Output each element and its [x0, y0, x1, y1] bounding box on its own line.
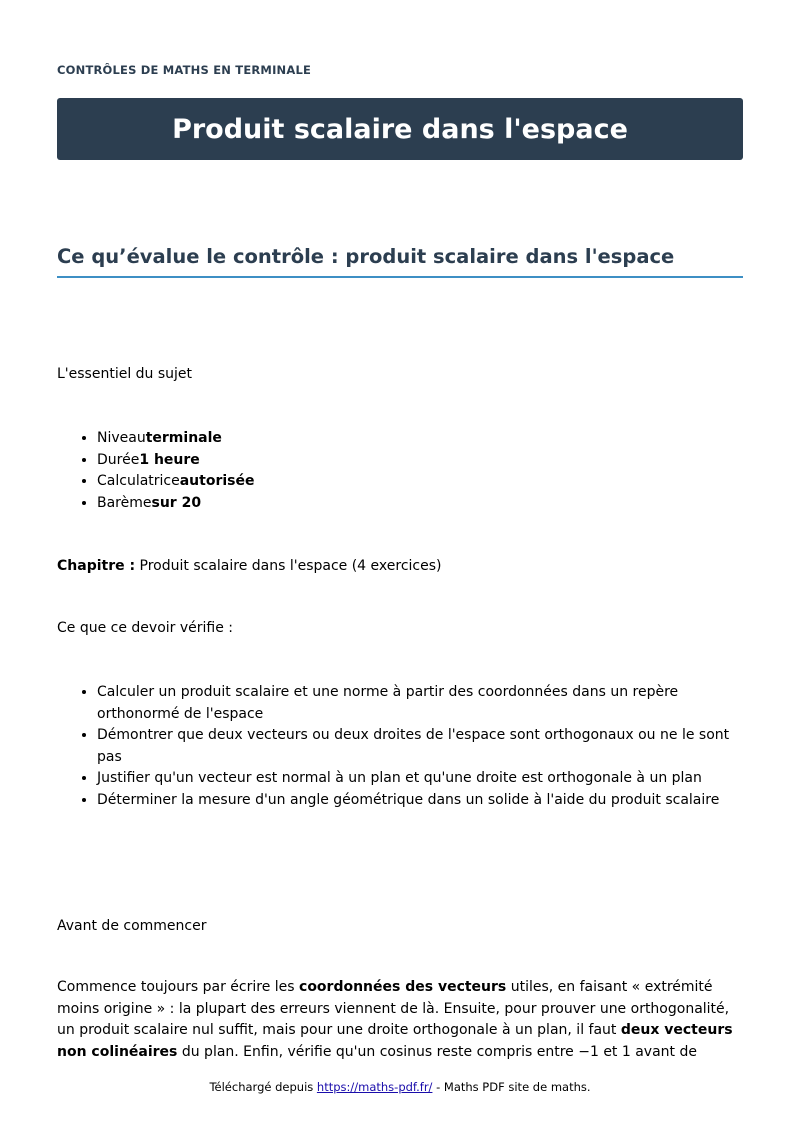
list-item: • Calculer un produit scalaire et une norme à partir des coordonnées dans un repère orthonormé de l'espace — [97, 682, 743, 725]
list-item: • Calculatriceautorisée — [97, 471, 255, 493]
list-item: • Niveauterminale — [97, 428, 255, 450]
checks-list — [57, 682, 743, 811]
list-item: • Démontrer que deux vecteurs ou deux droites de l'espace sont orthogonaux ou ne le sont pas — [97, 725, 743, 768]
page-title: Produit scalaire dans l'espace — [172, 113, 628, 145]
before-heading: Avant de commencer — [57, 918, 207, 934]
title-banner — [57, 98, 743, 160]
footer-link[interactable]: https://maths-pdf.fr/ — [316, 1080, 433, 1094]
footer: Téléchargé depuis https://maths-pdf.fr/ - Maths PDF site de maths. — [209, 1080, 591, 1094]
essentials-heading: L'essentiel du sujet — [57, 366, 193, 382]
essentials-list — [57, 428, 255, 514]
before-paragraph: Commence toujours par écrire les coordonnées des vecteurs utiles, en faisant « extrémité moins origine » : la plupart des erreurs viennent de là. Ensuite, pour prouver une orthogonalité, un produit scalaire nul suffit, mais pour une droite orthogonale à un plan, il faut deux vecteurs non colinéaires du plan. Enfin, vérifie qu'un cosinus reste compris entre −1 et 1 avant de — [57, 979, 733, 1060]
list-item: • Justifier qu'un vecteur est normal à un plan et qu'une droite est orthogonale à un plan — [97, 768, 743, 790]
chapter-text: Produit scalaire dans l'espace (4 exercices) — [135, 558, 442, 574]
kicker-label: CONTRÔLES DE MATHS EN TERMINALE — [57, 63, 312, 77]
section-title: Ce qu’évalue le contrôle : produit scalaire dans l'espace — [57, 245, 743, 278]
checks-heading: Ce que ce devoir vérifie : — [57, 620, 234, 636]
list-item: • Barèmesur 20 — [97, 493, 255, 515]
chapter-line — [57, 556, 441, 578]
chapter-label: Chapitre : — [57, 558, 136, 574]
list-item: • Déterminer la mesure d'un angle géométrique dans un solide à l'aide du produit scalaire — [97, 790, 743, 812]
list-item: • Durée1 heure — [97, 450, 255, 472]
